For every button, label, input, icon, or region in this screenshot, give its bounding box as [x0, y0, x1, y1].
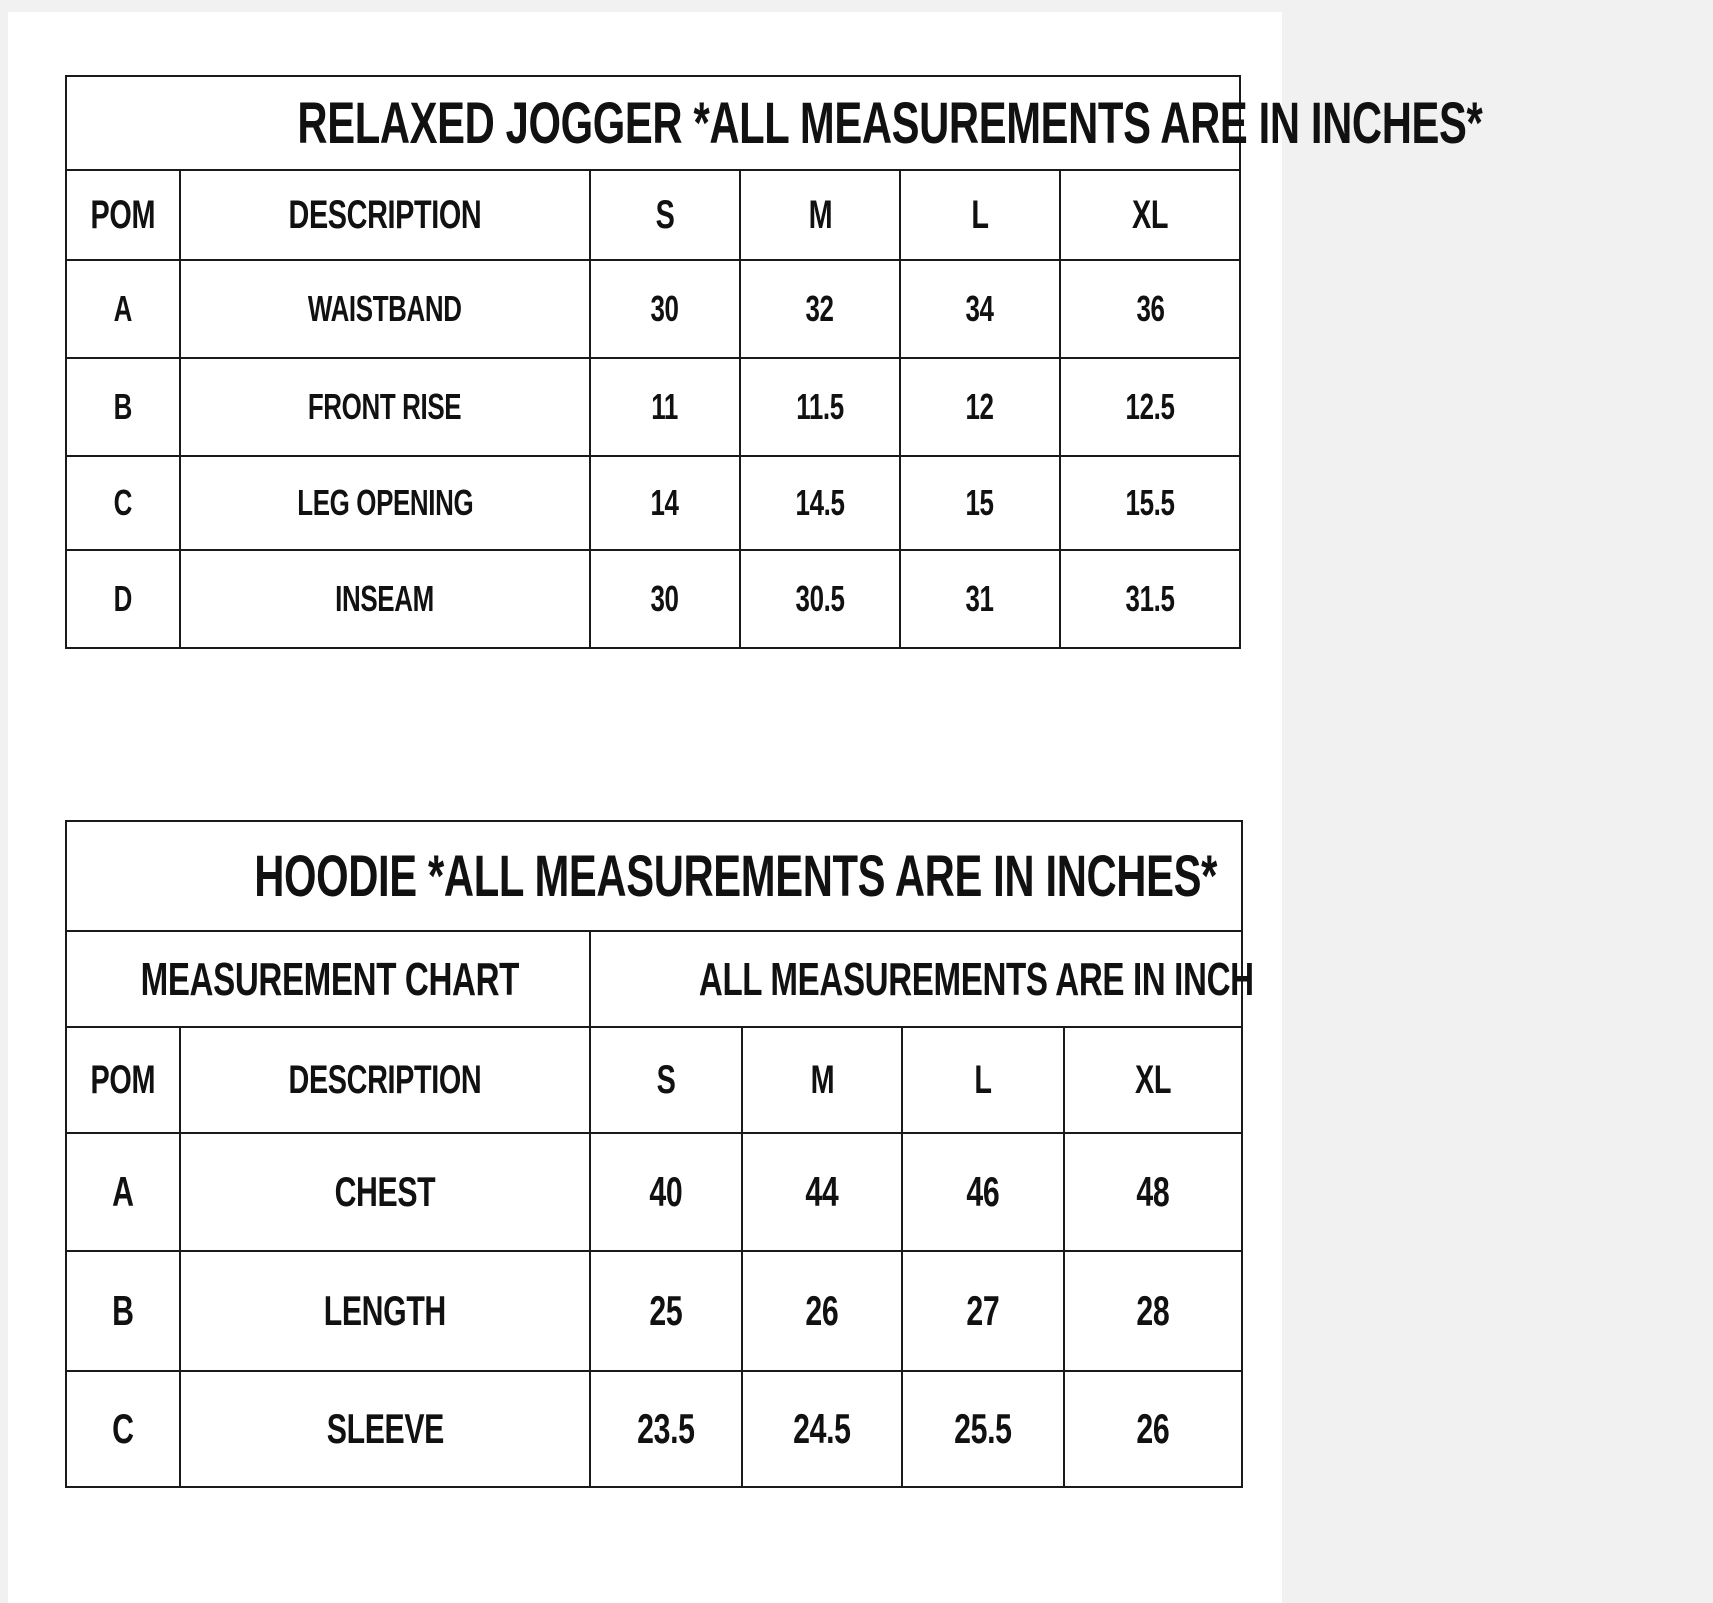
pom-cell: B: [66, 1251, 180, 1371]
header-size-l: L: [902, 1027, 1064, 1133]
description-cell: LENGTH: [180, 1251, 590, 1371]
header-size-s: S: [590, 1027, 742, 1133]
size-value-cell: 34: [900, 260, 1060, 358]
pom-cell: D: [66, 550, 180, 648]
pom-cell: B: [66, 358, 180, 456]
pom-cell: A: [66, 1133, 180, 1251]
header-size-xl: XL: [1064, 1027, 1242, 1133]
size-value-cell: 46: [902, 1133, 1064, 1251]
size-value-cell: 15.5: [1060, 456, 1240, 550]
size-value-cell: 31: [900, 550, 1060, 648]
description-cell: FRONT RISE: [180, 358, 590, 456]
size-value-cell: 14: [590, 456, 740, 550]
header-size-xl: XL: [1060, 170, 1240, 260]
size-value-cell: 25.5: [902, 1371, 1064, 1487]
size-value-cell: 14.5: [740, 456, 900, 550]
size-value-cell: 23.5: [590, 1371, 742, 1487]
description-cell: LEG OPENING: [180, 456, 590, 550]
hoodie-title: HOODIE *ALL MEASUREMENTS ARE IN INCHES*: [66, 821, 1242, 931]
jogger-header-row: [66, 170, 1240, 260]
table-row: [66, 260, 1240, 358]
table-row: [66, 1251, 1242, 1371]
table-row: [66, 1371, 1242, 1487]
header-size-s: S: [590, 170, 740, 260]
description-cell: INSEAM: [180, 550, 590, 648]
pom-cell: C: [66, 1371, 180, 1487]
header-pom: POM: [66, 1027, 180, 1133]
hoodie-header-row: [66, 1027, 1242, 1133]
hoodie-subheader-row: [66, 931, 1242, 1027]
jogger-title: RELAXED JOGGER *ALL MEASUREMENTS ARE IN INCHES*: [66, 76, 1240, 170]
measurement-chart-label: MEASUREMENT CHART: [66, 931, 590, 1027]
table-row: [66, 358, 1240, 456]
header-description: DESCRIPTION: [180, 1027, 590, 1133]
table-row: [66, 550, 1240, 648]
description-cell: CHEST: [180, 1133, 590, 1251]
size-value-cell: 31.5: [1060, 550, 1240, 648]
size-value-cell: 30: [590, 550, 740, 648]
header-size-l: L: [900, 170, 1060, 260]
size-value-cell: 32: [740, 260, 900, 358]
header-pom: POM: [66, 170, 180, 260]
size-value-cell: 26: [1064, 1371, 1242, 1487]
size-value-cell: 15: [900, 456, 1060, 550]
header-size-m: M: [740, 170, 900, 260]
header-description: DESCRIPTION: [180, 170, 590, 260]
size-value-cell: 28: [1064, 1251, 1242, 1371]
size-value-cell: 36: [1060, 260, 1240, 358]
size-value-cell: 44: [742, 1133, 902, 1251]
hoodie-title-row: [66, 821, 1242, 931]
units-note-label: ALL MEASUREMENTS ARE IN INCH: [590, 931, 1242, 1027]
size-value-cell: 25: [590, 1251, 742, 1371]
size-value-cell: 24.5: [742, 1371, 902, 1487]
description-cell: WAISTBAND: [180, 260, 590, 358]
size-value-cell: 11: [590, 358, 740, 456]
header-size-m: M: [742, 1027, 902, 1133]
table-row: [66, 456, 1240, 550]
pom-cell: C: [66, 456, 180, 550]
size-chart-sheet: [8, 12, 1483, 1603]
size-value-cell: 12: [900, 358, 1060, 456]
size-value-cell: 48: [1064, 1133, 1242, 1251]
size-value-cell: 12.5: [1060, 358, 1240, 456]
jogger-title-row: [66, 76, 1240, 170]
hoodie-size-table: [65, 820, 1254, 1488]
size-value-cell: 30: [590, 260, 740, 358]
table-row: [66, 1133, 1242, 1251]
size-value-cell: 26: [742, 1251, 902, 1371]
size-value-cell: 40: [590, 1133, 742, 1251]
pom-cell: A: [66, 260, 180, 358]
size-value-cell: 11.5: [740, 358, 900, 456]
size-value-cell: 27: [902, 1251, 1064, 1371]
description-cell: SLEEVE: [180, 1371, 590, 1487]
size-value-cell: 30.5: [740, 550, 900, 648]
jogger-size-table: [65, 75, 1483, 649]
